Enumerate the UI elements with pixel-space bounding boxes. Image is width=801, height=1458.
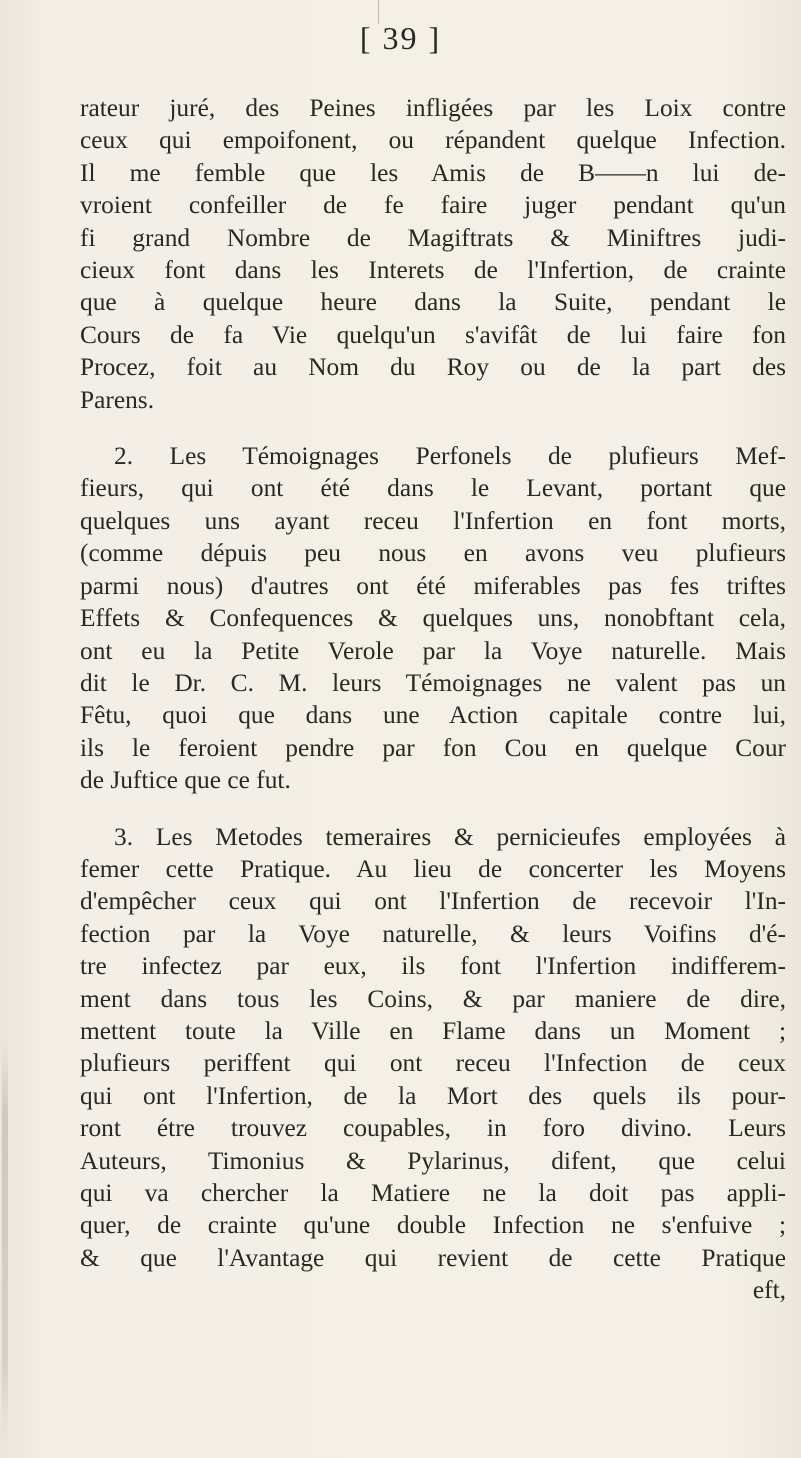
text-line: fi grand Nombre de Magiftrats & Miniftres judi- xyxy=(80,223,786,252)
text-line: quelques uns ayant receu l'Infertion en font morts, xyxy=(80,506,786,535)
text-line: Il me femble que les Amis de B——n lui de- xyxy=(80,158,786,187)
page-edge-shadow xyxy=(2,1040,8,1440)
text-line: Cours de fa Vie quelqu'un s'avifât de lui faire fon xyxy=(80,320,786,349)
text-line: Fêtu, quoi que dans une Action capitale contre lui, xyxy=(80,701,786,730)
text-line: 2. Les Témoignages Perfonels de plufieurs Mef- xyxy=(114,442,786,471)
text-line: & que l'Avantage qui revient de cette Pratique xyxy=(80,1243,786,1272)
text-line: Procez, foit au Nom du Roy ou de la part des xyxy=(80,353,786,382)
page-number: [ 39 ] xyxy=(359,20,442,56)
body-text xyxy=(80,92,786,1307)
text-line: fieurs, qui ont été dans le Levant, portant que xyxy=(80,474,786,503)
text-line: ment dans tous les Coins, & par maniere de dire, xyxy=(80,984,786,1013)
text-line: ils le feroient pendre par fon Cou en quelque Cour xyxy=(80,733,786,762)
text-line: femer cette Pratique. Au lieu de concerter les Moyens xyxy=(80,854,786,883)
text-line: que à quelque heure dans la Suite, pendant le xyxy=(80,288,786,317)
catchword: eft, xyxy=(752,1276,786,1305)
text-line: Auteurs, Timonius & Pylarinus, difent, que celui xyxy=(80,1146,786,1175)
text-line: qui va chercher la Matiere ne la doit pas appli- xyxy=(80,1179,786,1207)
paragraph-3 xyxy=(80,821,786,1307)
text-line: Effets & Confequences & quelques uns, nonobftant cela, xyxy=(80,604,786,633)
text-line: 3. Les Metodes temeraires & pernicieufes employées à xyxy=(114,822,786,851)
text-line: d'empêcher ceux qui ont l'Infertion de recevoir l'In- xyxy=(80,887,786,916)
paragraph-1 xyxy=(80,92,786,416)
text-line: vroient confeiller de fe faire juger pendant qu'un xyxy=(80,191,786,220)
text-line: tre infectez par eux, ils font l'Infertion indifferem- xyxy=(80,952,786,981)
text-line: ont eu la Petite Verole par la Voye naturelle. Mais xyxy=(80,636,786,665)
text-line: (comme dépuis peu nous en avons veu plufieurs xyxy=(80,539,786,568)
text-line: de Juftice que ce fut. xyxy=(80,766,291,795)
text-line: parmi nous) d'autres ont été miferables pas fes triftes xyxy=(80,571,786,600)
text-line: ront étre trouvez coupables, in foro divino. Leurs xyxy=(80,1114,786,1143)
text-line: mettent toute la Ville en Flame dans un Moment ; xyxy=(80,1016,786,1045)
text-line: Parens. xyxy=(80,385,155,414)
paragraph-2 xyxy=(80,440,786,796)
text-line: fection par la Voye naturelle, & leurs Voifins d'é- xyxy=(80,919,786,948)
text-line: quer, de crainte qu'une double Infection ne s'enfuive ; xyxy=(80,1211,786,1240)
text-line: ceux qui empoifonent, ou répandent quelque Infection. xyxy=(80,126,786,155)
text-line: plufieurs periffent qui ont receu l'Infection de ceux xyxy=(80,1049,786,1078)
text-line: qui ont l'Infertion, de la Mort des quels ils pour- xyxy=(80,1081,786,1110)
text-line: dit le Dr. C. M. leurs Témoignages ne valent pas un xyxy=(80,668,786,697)
text-line: cieux font dans les Interets de l'Infertion, de crainte xyxy=(80,256,786,285)
text-line: rateur juré, des Peines infligées par les Loix contre xyxy=(80,94,786,122)
